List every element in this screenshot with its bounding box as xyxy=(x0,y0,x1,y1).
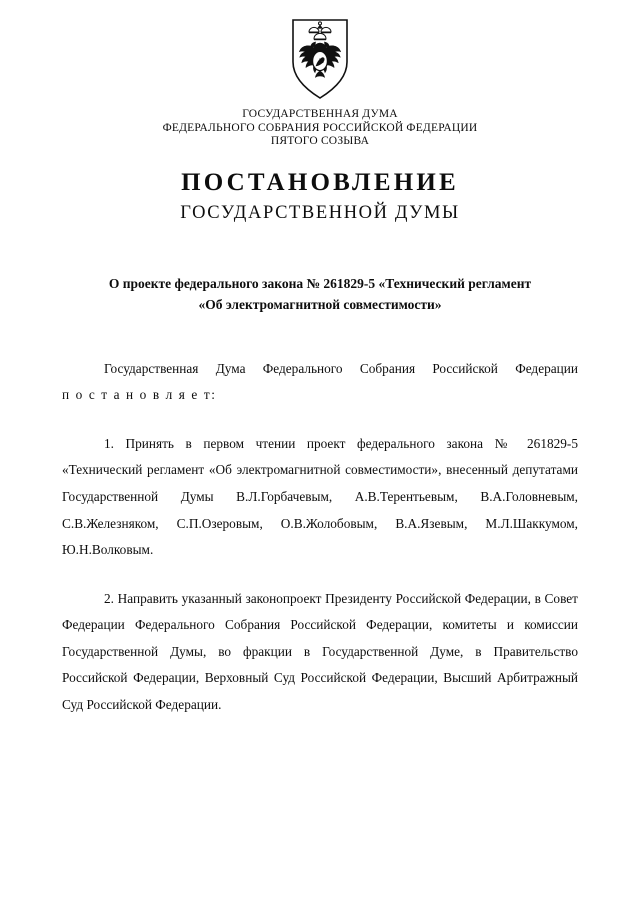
subject-line-1: О проекте федерального закона № 261829-5 «Технический регламент xyxy=(108,275,532,291)
russian-federation-coat-of-arms-icon xyxy=(289,16,351,102)
issuing-authority xyxy=(62,108,578,149)
emblem-container xyxy=(62,0,578,102)
document-title: ПОСТАНОВЛЕНИЕ xyxy=(181,168,459,196)
authority-line-1: ГОСУДАРСТВЕННАЯ ДУМА xyxy=(242,108,398,120)
subject-line-2: «Об электромагнитной совместимости» xyxy=(198,296,442,312)
document-subtitle: ГОСУДАРСТВЕННОЙ ДУМЫ xyxy=(180,202,460,223)
paragraph-intro xyxy=(62,356,578,409)
document-subject xyxy=(62,274,578,316)
paragraph-item-1: 1. Принять в первом чтении проект федерального закона № 261829-5 «Технический регламент «Об электромагнитной совместимости», внесенный депутатами Государственной Думы В.Л.Горбачевым, А.В.Терентьевым, В.А.Головневым, С.В.Железняком, С.П.Озеровым, О.В.Жолобовым, В.А.Язевым, М.Л.Шаккумом, Ю.Н.Волковым. xyxy=(62,435,578,558)
authority-line-2: ФЕДЕРАЛЬНОГО СОБРАНИЯ РОССИЙСКОЙ ФЕДЕРАЦИИ xyxy=(162,121,478,134)
paragraph-item-2: 2. Направить указанный законопроект Президенту Российской Федерации, в Совет Федерации Федерального Собрания Российской Федерации, комитеты и комиссии Государственной Думы, во фракции в Государственной Думе, в Правительство Российской Федерации, Верховный Суд Российской Федерации, Высший Арбитражный Суд Российской Федерации. xyxy=(62,590,578,713)
authority-line-3: ПЯТОГО СОЗЫВА xyxy=(270,135,370,148)
intro-text: Государственная Дума Федерального Собрания Российской Федерации xyxy=(104,360,578,376)
document-body xyxy=(62,356,578,719)
intro-emphasis: п о с т а н о в л я е т: xyxy=(62,387,217,403)
